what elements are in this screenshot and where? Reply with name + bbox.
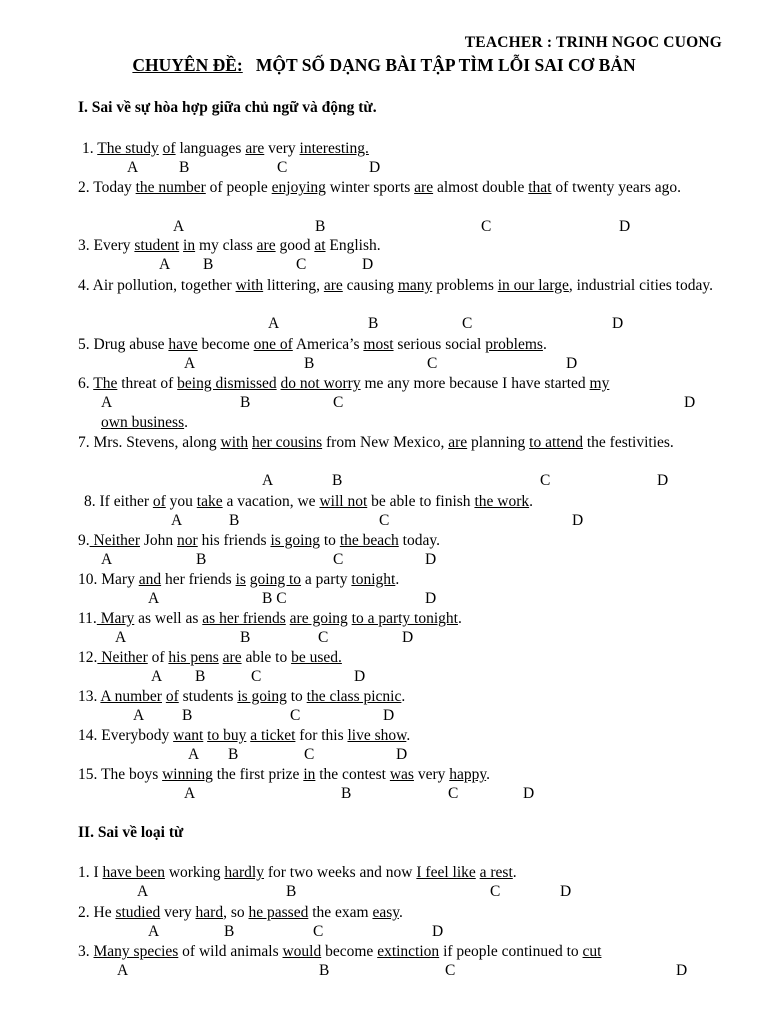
underlined-option: studied bbox=[115, 904, 161, 921]
underlined-option: going to bbox=[249, 571, 302, 588]
question-fragment: . bbox=[542, 336, 547, 353]
question-fragment: to bbox=[320, 532, 340, 549]
underlined-option: of bbox=[165, 688, 179, 705]
underlined-option: easy bbox=[372, 904, 400, 921]
option-letter: A bbox=[133, 707, 145, 724]
question-text bbox=[78, 531, 440, 551]
underlined-option: Many species bbox=[93, 943, 179, 960]
question-fragment: a party bbox=[301, 571, 352, 588]
underlined-option: to attend bbox=[529, 434, 583, 451]
question-fragment: 2. Today bbox=[78, 179, 136, 196]
option-letter: B bbox=[368, 315, 379, 332]
question-text bbox=[54, 178, 732, 198]
question-fragment: problems bbox=[432, 277, 498, 294]
underlined-option: are bbox=[448, 434, 468, 451]
underlined-option: with bbox=[220, 434, 249, 451]
underlined-option: have been bbox=[102, 864, 165, 881]
question-fragment: very bbox=[160, 904, 196, 921]
question-fragment: 7. Mrs. Stevens, along bbox=[78, 434, 221, 451]
underlined-option: the work bbox=[474, 493, 530, 510]
question-text bbox=[78, 726, 410, 746]
option-letter: D bbox=[425, 590, 437, 607]
question-text bbox=[78, 687, 405, 707]
question-fragment: serious social bbox=[393, 336, 486, 353]
underlined-option: are bbox=[414, 179, 434, 196]
underlined-option: the number bbox=[135, 179, 206, 196]
option-letter: C bbox=[427, 355, 438, 372]
option-letter: D bbox=[572, 512, 584, 529]
option-letter: D bbox=[425, 551, 437, 568]
underlined-option: own business bbox=[101, 414, 185, 431]
option-letter: D bbox=[676, 962, 688, 979]
question-text bbox=[54, 276, 732, 296]
question-fragment: become bbox=[321, 943, 378, 960]
question-fragment: 5. Drug abuse bbox=[78, 336, 169, 353]
underlined-option: winning bbox=[162, 766, 213, 783]
option-letter: D bbox=[362, 256, 374, 273]
option-letter: B bbox=[195, 668, 206, 685]
underlined-option: extinction bbox=[377, 943, 440, 960]
option-letter: C bbox=[277, 159, 288, 176]
option-letter: D bbox=[402, 629, 414, 646]
question-fragment: working bbox=[164, 864, 225, 881]
question-text bbox=[78, 765, 490, 785]
question-fragment: . bbox=[184, 414, 188, 431]
question-fragment: 15. The boys bbox=[78, 766, 163, 783]
question-fragment: , industrial cities today. bbox=[568, 277, 713, 294]
underlined-option: nor bbox=[177, 532, 198, 549]
underlined-option: is bbox=[235, 571, 246, 588]
option-letter: A bbox=[115, 629, 127, 646]
question-fragment: 12. bbox=[78, 649, 98, 666]
option-letter: A bbox=[151, 668, 163, 685]
option-letter: D bbox=[560, 883, 572, 900]
option-letter: C bbox=[462, 315, 473, 332]
underlined-option: her cousins bbox=[251, 434, 323, 451]
underlined-option: as her friends bbox=[202, 610, 286, 627]
option-letter: B bbox=[319, 962, 330, 979]
question-fragment: if people continued to bbox=[439, 943, 583, 960]
option-letter: B bbox=[179, 159, 190, 176]
option-letter: C bbox=[333, 394, 344, 411]
underlined-option: with bbox=[235, 277, 264, 294]
question-text bbox=[54, 433, 732, 453]
underlined-option: his pens bbox=[168, 649, 219, 666]
underlined-option: and bbox=[138, 571, 162, 588]
option-letter: B bbox=[224, 923, 235, 940]
question-fragment: very bbox=[413, 766, 450, 783]
question-fragment: 9. bbox=[78, 532, 90, 549]
question-fragment: to bbox=[286, 688, 307, 705]
question-text bbox=[78, 236, 381, 256]
question-fragment: for two weeks and now bbox=[263, 864, 417, 881]
underlined-option: happy bbox=[449, 766, 487, 783]
question-fragment: 6. bbox=[78, 375, 94, 392]
question-fragment: I bbox=[89, 864, 103, 881]
option-letter: B bbox=[286, 883, 297, 900]
underlined-option: is going bbox=[270, 532, 320, 549]
question-fragment: almost double bbox=[433, 179, 529, 196]
section-heading-2: II. Sai về loại từ bbox=[78, 824, 184, 841]
underlined-option: the beach bbox=[339, 532, 399, 549]
question-fragment: 8. If either bbox=[84, 493, 153, 510]
option-letter: B bbox=[240, 394, 251, 411]
question-fragment: . bbox=[395, 571, 400, 588]
underlined-option: in bbox=[303, 766, 316, 783]
question-fragment: 4. Air pollution, together bbox=[78, 277, 236, 294]
underlined-option: hardly bbox=[224, 864, 264, 881]
option-letter: A bbox=[148, 590, 160, 607]
question-fragment: of twenty years ago. bbox=[551, 179, 682, 196]
question-fragment: you bbox=[165, 493, 197, 510]
question-fragment: He bbox=[89, 904, 116, 921]
option-letter: D bbox=[383, 707, 395, 724]
option-letter: D bbox=[612, 315, 624, 332]
question-text bbox=[78, 863, 517, 883]
question-fragment: . bbox=[512, 864, 517, 881]
option-letter: A bbox=[184, 355, 196, 372]
option-letter: C bbox=[379, 512, 390, 529]
question-fragment: students bbox=[178, 688, 238, 705]
question-text bbox=[78, 942, 601, 962]
option-letter: D bbox=[566, 355, 578, 372]
option-letter: A bbox=[171, 512, 183, 529]
underlined-option: the class picnic bbox=[306, 688, 402, 705]
option-letter: A bbox=[262, 472, 274, 489]
question-fragment: 13. bbox=[78, 688, 101, 705]
underlined-option: at bbox=[314, 237, 326, 254]
option-letter: B bbox=[315, 218, 326, 235]
question-fragment: 3. bbox=[78, 943, 90, 960]
underlined-option: problems bbox=[485, 336, 543, 353]
question-fragment: from New Mexico, bbox=[322, 434, 449, 451]
option-letter: C bbox=[251, 668, 262, 685]
underlined-option: want bbox=[173, 727, 204, 744]
underlined-option: to a party tonight bbox=[351, 610, 458, 627]
question-fragment: of bbox=[147, 649, 169, 666]
option-letter: B bbox=[341, 785, 352, 802]
question-fragment: 3. Every bbox=[78, 237, 135, 254]
option-letter: D bbox=[657, 472, 669, 489]
question-fragment: 14. Everybody bbox=[78, 727, 174, 744]
underlined-option: a rest bbox=[479, 864, 513, 881]
question-fragment: very bbox=[264, 140, 300, 157]
option-letter: C bbox=[540, 472, 551, 489]
underlined-option: to buy bbox=[207, 727, 247, 744]
option-letter: D bbox=[432, 923, 444, 940]
option-letter: C bbox=[445, 962, 456, 979]
question-fragment: become bbox=[197, 336, 254, 353]
underlined-option: cut bbox=[582, 943, 602, 960]
underlined-option: is going bbox=[237, 688, 287, 705]
question-fragment: her friends bbox=[161, 571, 236, 588]
question-text bbox=[78, 903, 403, 923]
option-letter: B bbox=[196, 551, 207, 568]
underlined-option: most bbox=[363, 336, 394, 353]
option-letter: A bbox=[127, 159, 139, 176]
title-topic-label: CHUYÊN ĐỀ: bbox=[132, 55, 243, 75]
question-fragment: the first prize bbox=[212, 766, 304, 783]
underlined-option: Neither bbox=[97, 649, 148, 666]
option-letter: C bbox=[481, 218, 492, 235]
underlined-option: are bbox=[245, 140, 265, 157]
question-text bbox=[84, 492, 533, 512]
question-fragment: be able to finish bbox=[367, 493, 475, 510]
underlined-option: are bbox=[222, 649, 242, 666]
option-letter: B bbox=[229, 512, 240, 529]
question-fragment: winter sports bbox=[325, 179, 415, 196]
option-letter: B bbox=[240, 629, 251, 646]
question-fragment: . bbox=[529, 493, 533, 510]
option-letter: B C bbox=[262, 590, 287, 607]
option-letter: D bbox=[369, 159, 381, 176]
underlined-option: was bbox=[389, 766, 414, 783]
option-letter: C bbox=[296, 256, 307, 273]
teacher-name: TEACHER : TRINH NGOC CUONG bbox=[464, 34, 722, 51]
option-letter: A bbox=[137, 883, 149, 900]
option-letter: D bbox=[396, 746, 408, 763]
option-letter: C bbox=[318, 629, 329, 646]
question-fragment: 11. bbox=[78, 610, 97, 627]
option-letter: B bbox=[304, 355, 315, 372]
underlined-option: my bbox=[589, 375, 610, 392]
option-letter: D bbox=[354, 668, 366, 685]
underlined-option: are bbox=[256, 237, 276, 254]
question-fragment: of wild animals bbox=[178, 943, 283, 960]
option-letter: A bbox=[117, 962, 129, 979]
question-fragment: causing bbox=[342, 277, 398, 294]
question-fragment: the festivities. bbox=[582, 434, 674, 451]
question-fragment: today. bbox=[398, 532, 440, 549]
question-fragment: of people bbox=[205, 179, 272, 196]
page-title bbox=[0, 55, 768, 76]
option-letter: C bbox=[333, 551, 344, 568]
underlined-option: are bbox=[323, 277, 343, 294]
question-fragment: , so bbox=[223, 904, 249, 921]
question-fragment: for this bbox=[295, 727, 348, 744]
option-letter: A bbox=[184, 785, 196, 802]
question-fragment: . bbox=[401, 688, 406, 705]
underlined-option: interesting. bbox=[299, 140, 369, 157]
question-fragment: 1. bbox=[82, 140, 98, 157]
underlined-option: tonight bbox=[351, 571, 396, 588]
underlined-option: have bbox=[168, 336, 198, 353]
underlined-option: will not bbox=[319, 493, 368, 510]
question-fragment: good bbox=[275, 237, 315, 254]
option-letter: C bbox=[304, 746, 315, 763]
question-fragment: the exam bbox=[308, 904, 373, 921]
underlined-option: be used. bbox=[291, 649, 342, 666]
section-heading-1: I. Sai về sự hòa hợp giữa chủ ngữ và động từ. bbox=[78, 99, 377, 116]
option-letter: C bbox=[313, 923, 324, 940]
option-letter: B bbox=[182, 707, 193, 724]
question-fragment: 10. Mary bbox=[78, 571, 139, 588]
underlined-option: The bbox=[93, 375, 118, 392]
option-letter: D bbox=[523, 785, 535, 802]
question-text bbox=[101, 413, 188, 433]
underlined-option: he passed bbox=[248, 904, 309, 921]
question-fragment: . bbox=[406, 727, 411, 744]
underlined-option: do not worry bbox=[280, 375, 361, 392]
underlined-option: many bbox=[397, 277, 433, 294]
question-fragment: America’s bbox=[292, 336, 364, 353]
underlined-option: The study bbox=[97, 140, 159, 157]
question-fragment: the contest bbox=[315, 766, 390, 783]
question-text bbox=[78, 570, 399, 590]
underlined-option: of bbox=[152, 493, 166, 510]
question-fragment: his friends bbox=[197, 532, 271, 549]
underlined-option: take bbox=[196, 493, 223, 510]
question-fragment: . bbox=[399, 904, 403, 921]
question-fragment: 2. bbox=[78, 904, 90, 921]
question-fragment: languages bbox=[175, 140, 246, 157]
option-letter: D bbox=[619, 218, 631, 235]
underlined-option: Neither bbox=[89, 532, 140, 549]
underlined-option: hard bbox=[195, 904, 224, 921]
title-topic: MỘT SỐ DẠNG BÀI TẬP TÌM LỖI SAI CƠ BẢN bbox=[255, 55, 636, 75]
underlined-option: a ticket bbox=[250, 727, 296, 744]
option-letter: A bbox=[101, 394, 113, 411]
question-fragment: . bbox=[457, 610, 462, 627]
option-letter: C bbox=[490, 883, 501, 900]
underlined-option: A number bbox=[100, 688, 162, 705]
option-letter: A bbox=[101, 551, 113, 568]
underlined-option: are going bbox=[289, 610, 348, 627]
underlined-option: live show bbox=[347, 727, 407, 744]
question-fragment: as well as bbox=[134, 610, 203, 627]
underlined-option: would bbox=[282, 943, 322, 960]
question-text bbox=[82, 139, 369, 159]
option-letter: B bbox=[228, 746, 239, 763]
question-fragment: John bbox=[139, 532, 178, 549]
underlined-option: Mary bbox=[96, 610, 135, 627]
underlined-option: enjoying bbox=[271, 179, 326, 196]
question-fragment: able to bbox=[241, 649, 292, 666]
option-letter: A bbox=[173, 218, 185, 235]
option-letter: C bbox=[448, 785, 459, 802]
underlined-option: in our large bbox=[497, 277, 569, 294]
underlined-option: I feel like bbox=[416, 864, 476, 881]
underlined-option: one of bbox=[253, 336, 293, 353]
option-letter: A bbox=[159, 256, 171, 273]
question-text bbox=[78, 648, 342, 668]
underlined-option: being dismissed bbox=[177, 375, 277, 392]
underlined-option: of bbox=[162, 140, 176, 157]
underlined-option: in bbox=[183, 237, 196, 254]
option-letter: A bbox=[188, 746, 200, 763]
question-fragment: littering, bbox=[263, 277, 324, 294]
option-letter: C bbox=[290, 707, 301, 724]
question-fragment: me any more because I have started bbox=[360, 375, 590, 392]
option-letter: B bbox=[203, 256, 214, 273]
option-letter: D bbox=[684, 394, 696, 411]
question-fragment: threat of bbox=[117, 375, 178, 392]
option-letter: B bbox=[332, 472, 343, 489]
option-letter: A bbox=[268, 315, 280, 332]
question-fragment: . bbox=[486, 766, 490, 783]
question-fragment: English. bbox=[325, 237, 381, 254]
question-fragment: my class bbox=[195, 237, 257, 254]
underlined-option: that bbox=[528, 179, 552, 196]
question-fragment: 1. bbox=[78, 864, 90, 881]
underlined-option: student bbox=[134, 237, 180, 254]
question-fragment: planning bbox=[467, 434, 530, 451]
option-letter: A bbox=[148, 923, 160, 940]
question-text bbox=[78, 335, 547, 355]
question-text bbox=[78, 609, 462, 629]
question-text bbox=[78, 374, 609, 394]
question-fragment: a vacation, we bbox=[222, 493, 320, 510]
